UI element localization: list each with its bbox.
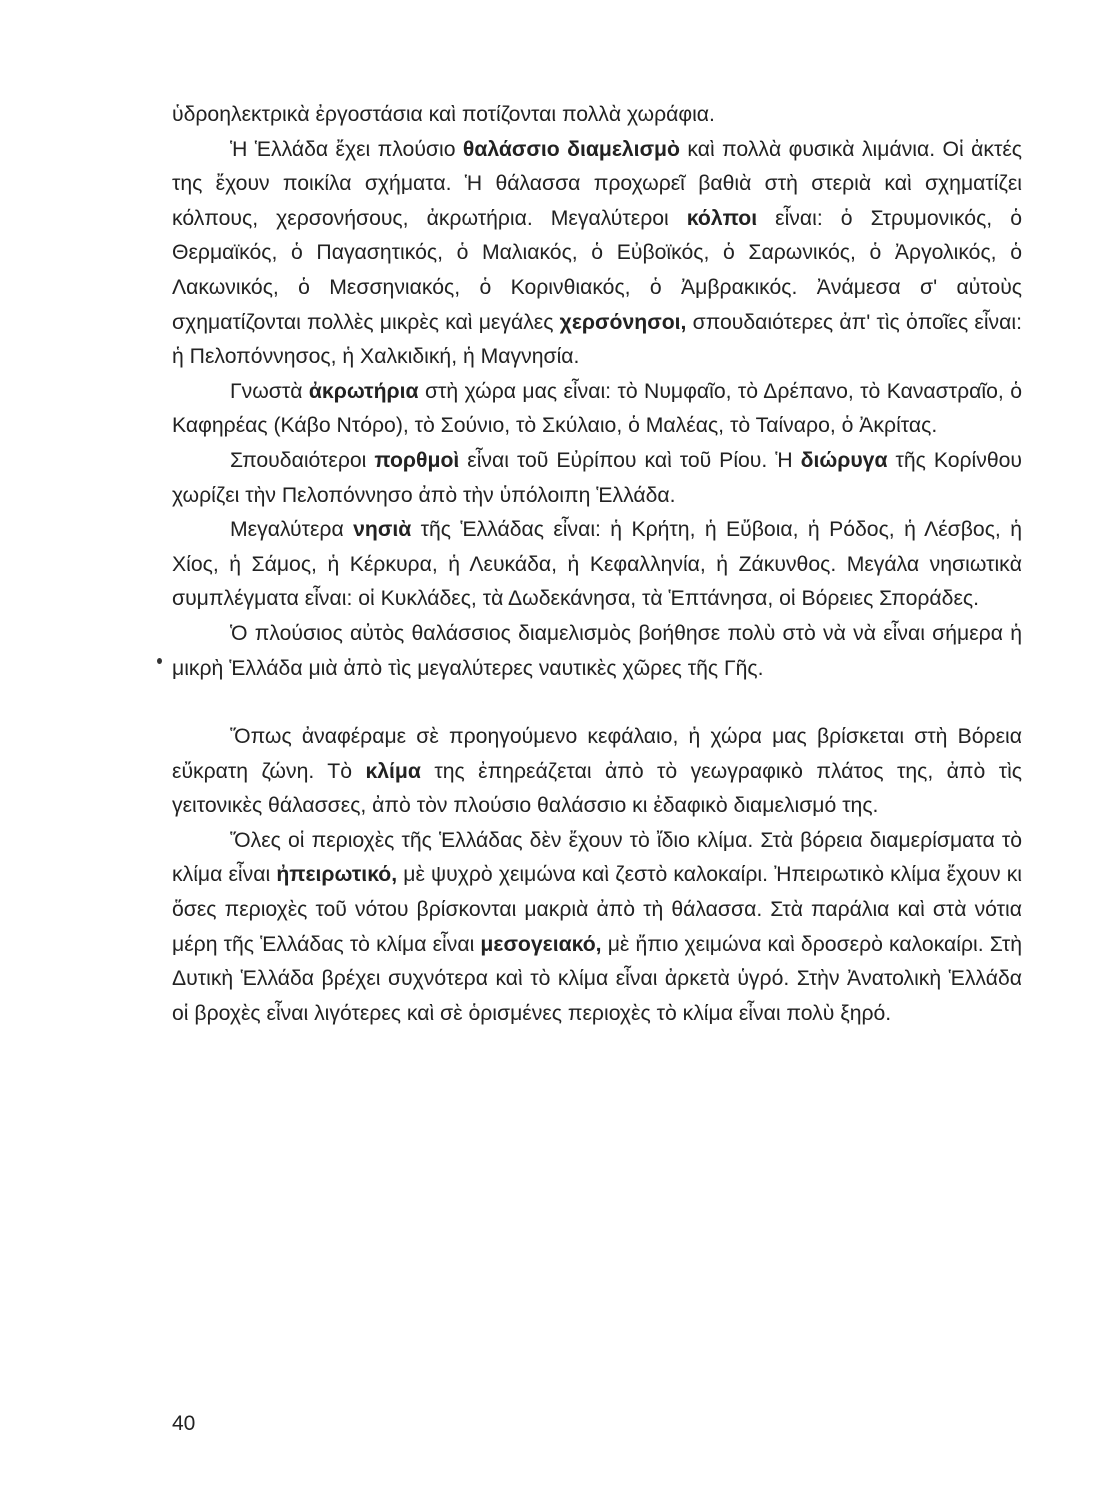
text-run: Ὅλες οἱ περιοχὲς τῆς Ἑλλάδας δὲν ἔχουν τὸ ἴδιο κλίμα. Στὰ βόρεια διαμερίσματα τὸ κλίμα εἶναι: [172, 828, 1022, 887]
text-run: Μεγαλύτερα: [230, 518, 354, 542]
bold-term: νησιὰ: [353, 518, 412, 542]
text-run: της ἐπηρεάζεται ἀπὸ τὸ γεωγραφικὸ πλάτος της, ἀπὸ τὶς γειτονικὲς θάλασσες, ἀπὸ τὸν πλούσιο θαλάσσιο κι ἐδαφικὸ διαμελισμό της.: [172, 759, 1022, 818]
text-run: μὲ ψυχρὸ χειμώνα καὶ ζεστὸ καλοκαίρι. Ἠπειρωτικὸ κλίμα ἔχουν κι ὅσες περιοχὲς τοῦ νότου βρίσκονται μακριὰ ἀπὸ τὴ θάλασσα. Στὰ παράλια καὶ στὰ νότια μέρη τῆς Ἑλλάδας τὸ κλίμα εἶναι: [172, 863, 1022, 956]
paragraph: [172, 375, 1022, 444]
bold-term: μεσογειακό,: [480, 932, 602, 956]
text-run: Ὅπως ἀναφέραμε σὲ προηγούμενο κεφάλαιο, ἡ χώρα μας βρίσκεται στὴ Βόρεια εὔκρατη ζώνη. Τὸ: [172, 725, 1022, 783]
bold-term: χερσόνησοι,: [559, 310, 687, 334]
text-run: σπουδαιότερες ἀπ' τὶς ὁποῖες εἶναι: ἡ Πελοπόννησος, ἡ Χαλκιδική, ἡ Μαγνησία.: [172, 310, 1022, 369]
text-run: τῆς Ἑλλάδας εἶναι: ἡ Κρήτη, ἡ Εὔβοια, ἡ Ρόδος, ἡ Λέσβος, ἡ Χίος, ἡ Σάμος, ἡ Κέρκυρα, ἡ Λευκάδα, ἡ Κεφαλληνία, ἡ Ζάκυνθος. Μεγάλα νησιωτικὰ συμπλέγματα εἶναι: οἱ Κυκλάδες, τὰ Δωδεκάνησα, τὰ Ἑπτάνησα, οἱ Βόρειες Σποράδες.: [172, 518, 1022, 611]
scan-speck: [157, 658, 162, 664]
text-run: στὴ χώρα μας εἶναι: τὸ Νυμφαῖο, τὸ Δρέπανο, τὸ Καναστραῖο, ὁ Καφηρέας (Κάβο Ντόρο), τὸ Σούνιο, τὸ Σκύλαιο, ὁ Μαλέας, τὸ Ταίναρο, ὁ Ἀκρίτας.: [172, 379, 1022, 438]
bold-term: κόλποι: [686, 206, 758, 230]
text-run: ὑδροηλεκτρικὰ ἐργοστάσια καὶ ποτίζονται πολλὰ χωράφια.: [172, 103, 715, 126]
bold-term: θαλάσσιο διαμελισμὸ: [462, 137, 680, 161]
text-run: Ἡ Ἑλλάδα ἔχει πλούσιο: [230, 137, 463, 161]
page-number: 40: [172, 1412, 196, 1435]
paragraph: [172, 98, 1022, 133]
paragraph: [172, 720, 1022, 824]
text-run: εἶναι: ὁ Στρυμονικός, ὁ Θερμαϊκός, ὁ Παγασητικός, ὁ Μαλιακός, ὁ Εὐβοϊκός, ὁ Σαρωνικός, ὁ Ἀργολικός, ὁ Λακωνικός, ὁ Μεσσηνιακός, ὁ Κορινθιακός, ὁ Ἀμβρακικός. Ἀνάμεσα σ' αὐτοὺς σχηματίζονται πολλὲς μικρὲς καὶ μεγάλες: [172, 206, 1022, 334]
paragraph: [172, 444, 1022, 513]
bold-term: κλίμα: [365, 759, 421, 783]
text-run: Σπουδαιότεροι: [230, 448, 375, 472]
paragraph: [172, 133, 1022, 375]
text-run: Γνωστὰ: [230, 379, 309, 403]
paragraph: [172, 513, 1022, 617]
bold-term: διώρυγα: [800, 448, 888, 472]
text-run: τῆς Κορίνθου χωρίζει τὴν Πελοπόννησο ἀπὸ τὴν ὑπόλοιπη Ἑλλάδα.: [172, 448, 1022, 507]
paragraph: [172, 824, 1022, 1032]
text-run: καὶ πολλὰ φυσικὰ λιμάνια. Οἱ ἀκτές της ἔχουν ποικίλα σχήματα. Ἡ θάλασσα προχωρεῖ βαθιὰ στὴ στεριὰ καὶ σχηματίζει κόλπους, χερσονήσους, ἀκρωτήρια. Μεγαλύτεροι: [172, 137, 1022, 230]
page-body: [172, 98, 1022, 1031]
bold-term: ἠπειρωτικό,: [276, 863, 398, 887]
bold-term: ἀκρωτήρια: [308, 379, 419, 403]
paragraph: [172, 617, 1022, 686]
bold-term: πορθμοὶ: [374, 448, 460, 472]
text-run: εἶναι τοῦ Εὐρίπου καὶ τοῦ Ρίου. Ἡ: [459, 448, 801, 472]
text-run: Ὁ πλούσιος αὐτὸς θαλάσσιος διαμελισμὸς βοήθησε πολὺ στὸ νὰ νὰ εἶναι σήμερα ἡ μικρὴ Ἑλλάδα μιὰ ἀπὸ τὶς μεγαλύτερες ναυτικὲς χῶρες τῆς Γῆς.: [172, 621, 1022, 680]
text-run: μὲ ἤπιο χειμώνα καὶ δροσερὸ καλοκαίρι. Στὴ Δυτικὴ Ἑλλάδα βρέχει συχνότερα καὶ τὸ κλίμα εἶναι ἀρκετὰ ὑγρό. Στὴν Ἀνατολικὴ Ἑλλάδα οἱ βροχὲς εἶναι λιγότερες καὶ σὲ ὁρισμένες περιοχὲς τὸ κλίμα εἶναι πολὺ ξηρό.: [172, 932, 1022, 1025]
